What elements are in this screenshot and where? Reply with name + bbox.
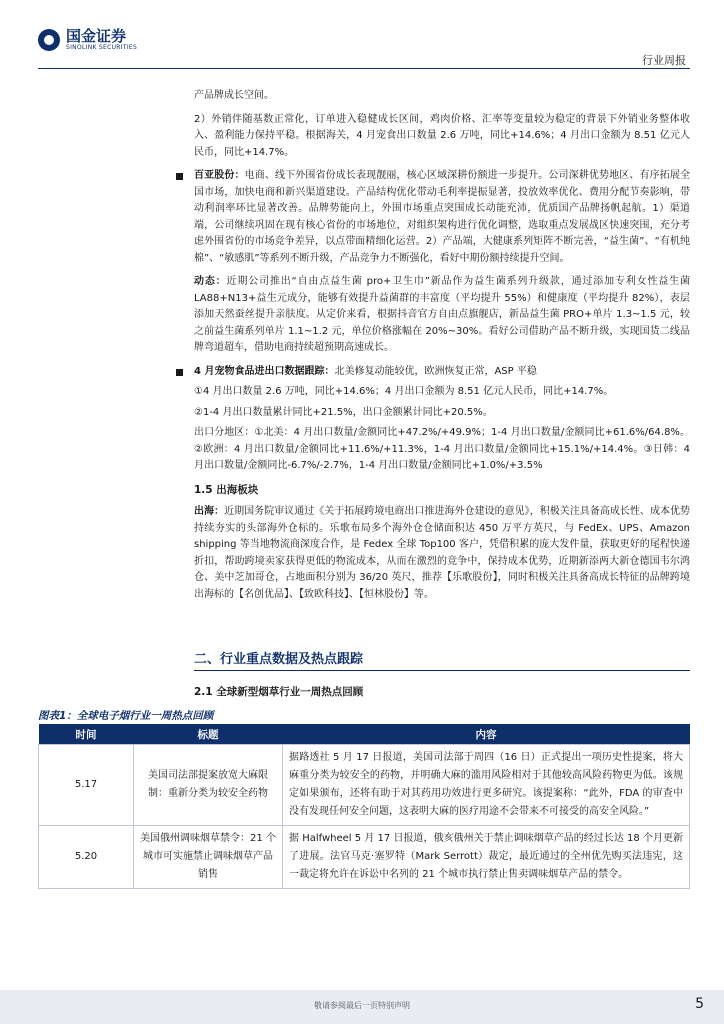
table-row [39,826,690,889]
header-content: 内容 [283,724,690,745]
paragraph-export: 2）外销伴随基数正常化，订单进入稳健成长区间，鸡肉价格、汇率等变量较为稳定的背景下外销业务整体收入、盈利能力保持平稳。根据海关，4 月宠食出口数量 2.6 万吨，同比+14.6%；4 月出口金额为 8.51 亿元人民币，同比+14.7%。 [194,113,690,158]
bullet-baiya [194,168,690,357]
logo-name-cn: 国金证券 [66,27,127,45]
bullet-square-icon [176,173,183,180]
logo-mark-icon [38,29,60,51]
row-content: 据路透社 5 月 17 日报道，美国司法部于周四（16 日）正式提出一项历史性提案，将大麻重分类为较安全的药物，并明确大麻的滥用风险相对于其他较高风险药物更为低。该规定如果颁布，还将有助于对其药用功效进行更多研究。该提案称：“此外，FDA 的审查中没有发现任何安全问题，这表明大麻的医疗用途不会带来不可接受的高安全风险。” [283,745,690,826]
pet-food-regions: 出口分地区：①北美：4 月出口数量/金额同比+47.2%/+49.9%；1-4 月出口数量/金额同比+61.6%/64.8%。②欧洲：4 月出口数量/金额同比+11.6%/+11.3%，1-4 月出口数量/金额同比+15.1%/+14.4%。③日韩：4 月出口数量/金额同比-6.7%/-2.7%，1-4 月出口数量/金额同比+1.0%/+3.5% [194,427,690,471]
row-title: 美国俄州调味烟草禁令：21 个城市可实施禁止调味烟草产品销售 [134,826,283,889]
report-type-label: 行业周报 [642,54,686,67]
baiya-label: 百亚股份： [194,170,245,181]
table-row [39,745,690,826]
row-time: 5.17 [39,745,134,826]
bullet-pet-food [194,364,690,475]
row-time: 5.20 [39,826,134,889]
header-divider [38,68,690,69]
hot-news-table [38,724,690,889]
table-header-row [39,724,690,745]
logo-name-en: SINOLINK SECURITIES [66,44,138,51]
pet-food-line-1: ①4 月出口数量 2.6 万吨，同比+14.6%；4 月出口金额为 8.51 亿元人民币，同比+14.7%。 [194,386,614,397]
baiya-dynamic-label: 动态： [194,276,227,287]
sinolink-logo [38,28,137,52]
subsection-1-5: 1.5 出海板块 [194,483,259,496]
section-title: 二、行业重点数据及热点跟踪 [194,652,364,667]
page-number: 5 [695,996,704,1012]
page-header [0,0,724,70]
row-content: 据 Halfwheel 5 月 17 日报道，俄亥俄州关于禁止调味烟草产品的经过长达 18 个月更新了进展。法官马克·塞罗特（Mark Serrott）裁定，最近通过的全州优先购买法违宪，这一裁定将允许在诉讼中名列的 21 个城市执行禁止售卖调味烟草产品的禁令。 [283,826,690,889]
disclaimer-note: 敬请参阅最后一页特别声明 [314,1001,410,1010]
figure-caption: 图表1：全球电子烟行业一周热点回顾 [38,710,214,722]
row-title: 美国司法部提案放宽大麻限制：重新分类为较安全药物 [134,745,283,826]
overseas-text: 近期国务院审议通过《关于拓展跨境电商出口推进海外仓建设的意见》，积极关注具备高成长性、成本优势持续夯实的头部海外仓标的。乐歌布局多个海外仓仓储面积达 450 万平方英尺，与 FedEx、UPS、Amazon shipping 等当地物流商深度合作，是 Fedex 全球 Top100 客户，凭借积累的庞大发件量，获取更好的尾程快递折扣，帮助跨境卖家获得更低的物流成本，从而在激烈的竞争中，保持成本优势，近期新添两大新仓德国韦尔鸿仓、美中芝加哥仓，占地面积分别为 36/20 英尺，推荐【乐歌股份】，同时积极关注具备高成长特征的品牌跨境出海标的【名创优品】、【致欧科技】、【恒林股份】等。 [194,506,691,600]
subsection-2-1: 2.1 全球新型烟草行业一周热点回顾 [194,686,364,698]
paragraph-0: 产品牌成长空间。 [194,90,274,101]
overseas-label: 出海： [194,506,225,517]
header-time: 时间 [39,724,134,745]
pet-food-text: 北美修复动能较优，欧洲恢复正常，ASP 平稳 [334,365,537,377]
page-footer [0,990,724,1024]
baiya-text: 电商、线下外围省份成长表现靓丽，核心区域深耕份额进一步提升。公司深耕优势地区、有序拓展全国市场，加快电商和新兴渠道建设。产品结构优化带动毛利率提振显著，投放效率优化、费用分配节奏影响，带动利润率环比显著改善。品牌势能向上，外围市场重点突围成长动能充沛，优质国产品牌扬帆起航。1）渠道端，公司继续巩固在现有核心省份的市场地位，对组织架构进行优化调整，选取重点发展战区快速突围，充分考虑外围省份的市场竞争差异，以点带面精细化运营。2）产品端，大健康系列矩阵不断完善，“益生菌”、“有机纯棉”、“敏感肌”等系列不断升级，产品竞争力不断强化，看好中期份额持续提升空间。 [194,170,690,264]
baiya-dynamic-text: 近期公司推出“自由点益生菌 pro+卫生巾”新品作为益生菌系列升级款，通过添加专利女性益生菌 LA88+N13+益生元成分，能够有效提升益菌群的丰富度（平均提升 55%）和健康度（平均提升 82%），表层添加天然蚕丝提升亲肤度。从定价来看，根据抖音官方自由点旗舰店，新品益生菌 PRO+单片 1.3~1.5 元，较之前益生菌系列单片 1.1~1.2 元，单位价格涨幅在 20%~30%。看好公司借助产品不断升级，实现国货二线品牌弯道超车，借助电商持续超预期高速成长。 [194,276,690,353]
header-title: 标题 [134,724,283,745]
pet-food-label: 4 月宠物食品进出口数据跟踪： [194,365,335,377]
pet-food-line-2: ②1-4 月出口数量累计同比+21.5%，出口金额累计同比+20.5%。 [194,406,493,418]
section-divider [194,670,690,671]
report-body [194,88,690,610]
bullet-square-icon [176,369,183,376]
